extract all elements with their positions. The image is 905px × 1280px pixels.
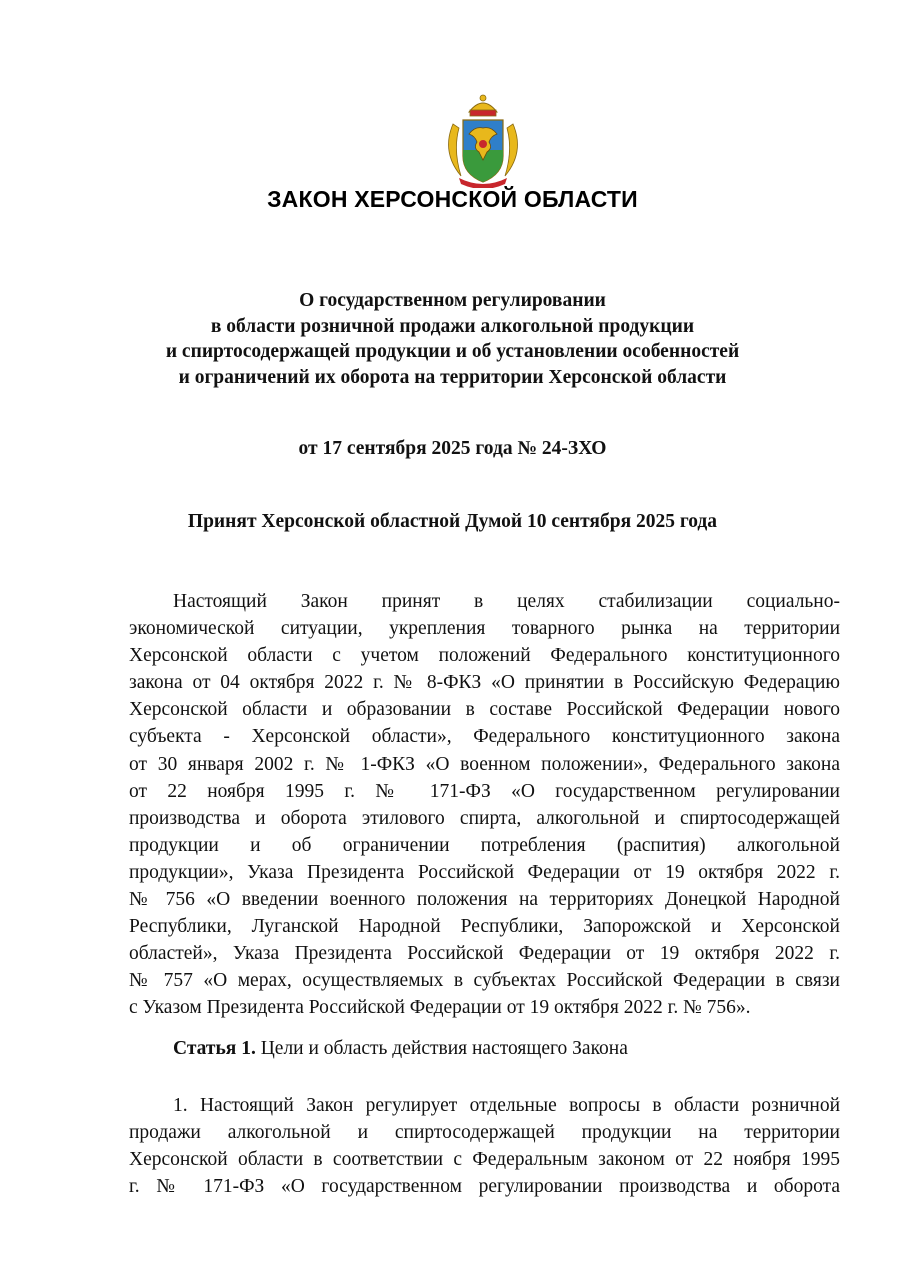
preamble-line: продукции и об ограничении потребления (распития) алкогольной (129, 834, 840, 856)
preamble-line: от 22 ноября 1995 г. № 171-ФЗ «О государственном регулировании (129, 780, 840, 802)
preamble-line: Херсонской области с учетом положений Федерального конституционного (129, 645, 840, 667)
preamble-line: закона от 04 октября 2022 г. № 8-ФКЗ «О принятии в Российскую Федерацию (129, 672, 840, 694)
preamble-line: областей», Указа Президента Российской Федерации от 19 октября 2022 г. (129, 943, 840, 965)
preamble-line: экономической ситуации, укрепления товарного рынка на территории (129, 618, 840, 640)
preamble-line: продукции», Указа Президента Российской Федерации от 19 октября 2022 г. (129, 861, 840, 883)
law-date-number: от 17 сентября 2025 года № 24-ЗХО (298, 438, 607, 459)
preamble-line: производства и оборота этилового спирта, алкогольной и спиртосодержащей (129, 807, 840, 829)
adoption-statement: Принят Херсонской областной Думой 10 сентября 2025 года (187, 511, 718, 532)
preamble-line: Республики, Луганской Народной Республики, Запорожской и Херсонской (129, 916, 840, 938)
preamble-line: субъекта - Херсонской области», Федерального конституционного закона (129, 726, 840, 748)
preamble-line: № 757 «О мерах, осуществляемых в субъектах Российской Федерации в связи (129, 970, 840, 992)
preamble-line: от 30 января 2002 г. № 1-ФКЗ «О военном положении», Федерального закона (129, 753, 840, 775)
preamble-line: с Указом Президента Российской Федерации от 19 октября 2022 г. № 756». (129, 997, 751, 1019)
subject-line: и спиртосодержащей продукции и об установлении особенностей (165, 341, 740, 362)
preamble-line: Настоящий Закон принят в целях стабилизации социально- (173, 591, 840, 612)
subject-line: и ограничений их оборота на территории Херсонской области (178, 366, 727, 388)
clause-line: 1. Настоящий Закон регулирует отдельные вопросы в области розничной (173, 1095, 840, 1116)
article-1-label: Статья 1. (173, 1038, 256, 1059)
clause-line: Херсонской области в соответствии с Федеральным законом от 22 ноября 1995 (129, 1149, 840, 1171)
article-1-title: Цели и область действия настоящего Закона (255, 1038, 628, 1059)
kherson-oblast-coat-of-arms-icon (439, 94, 527, 188)
article-1-heading (173, 1038, 628, 1060)
clause-line: продажи алкогольной и спиртосодержащей продукции на территории (129, 1122, 840, 1144)
preamble-line: Херсонской области и образовании в составе Российской Федерации нового (129, 699, 840, 721)
subject-line: в области розничной продажи алкогольной продукции (210, 315, 695, 337)
law-heading: ЗАКОН ХЕРСОНСКОЙ ОБЛАСТИ (267, 186, 638, 212)
subject-line: О государственном регулировании (299, 290, 606, 311)
clause-line: г. № 171-ФЗ «О государственном регулировании производства и оборота (129, 1176, 840, 1198)
preamble-paragraph (129, 588, 840, 1022)
article-1-clause-1 (129, 1092, 840, 1200)
preamble-line: № 756 «О введении военного положения на территориях Донецкой Народной (129, 889, 840, 911)
law-subject (0, 288, 905, 390)
